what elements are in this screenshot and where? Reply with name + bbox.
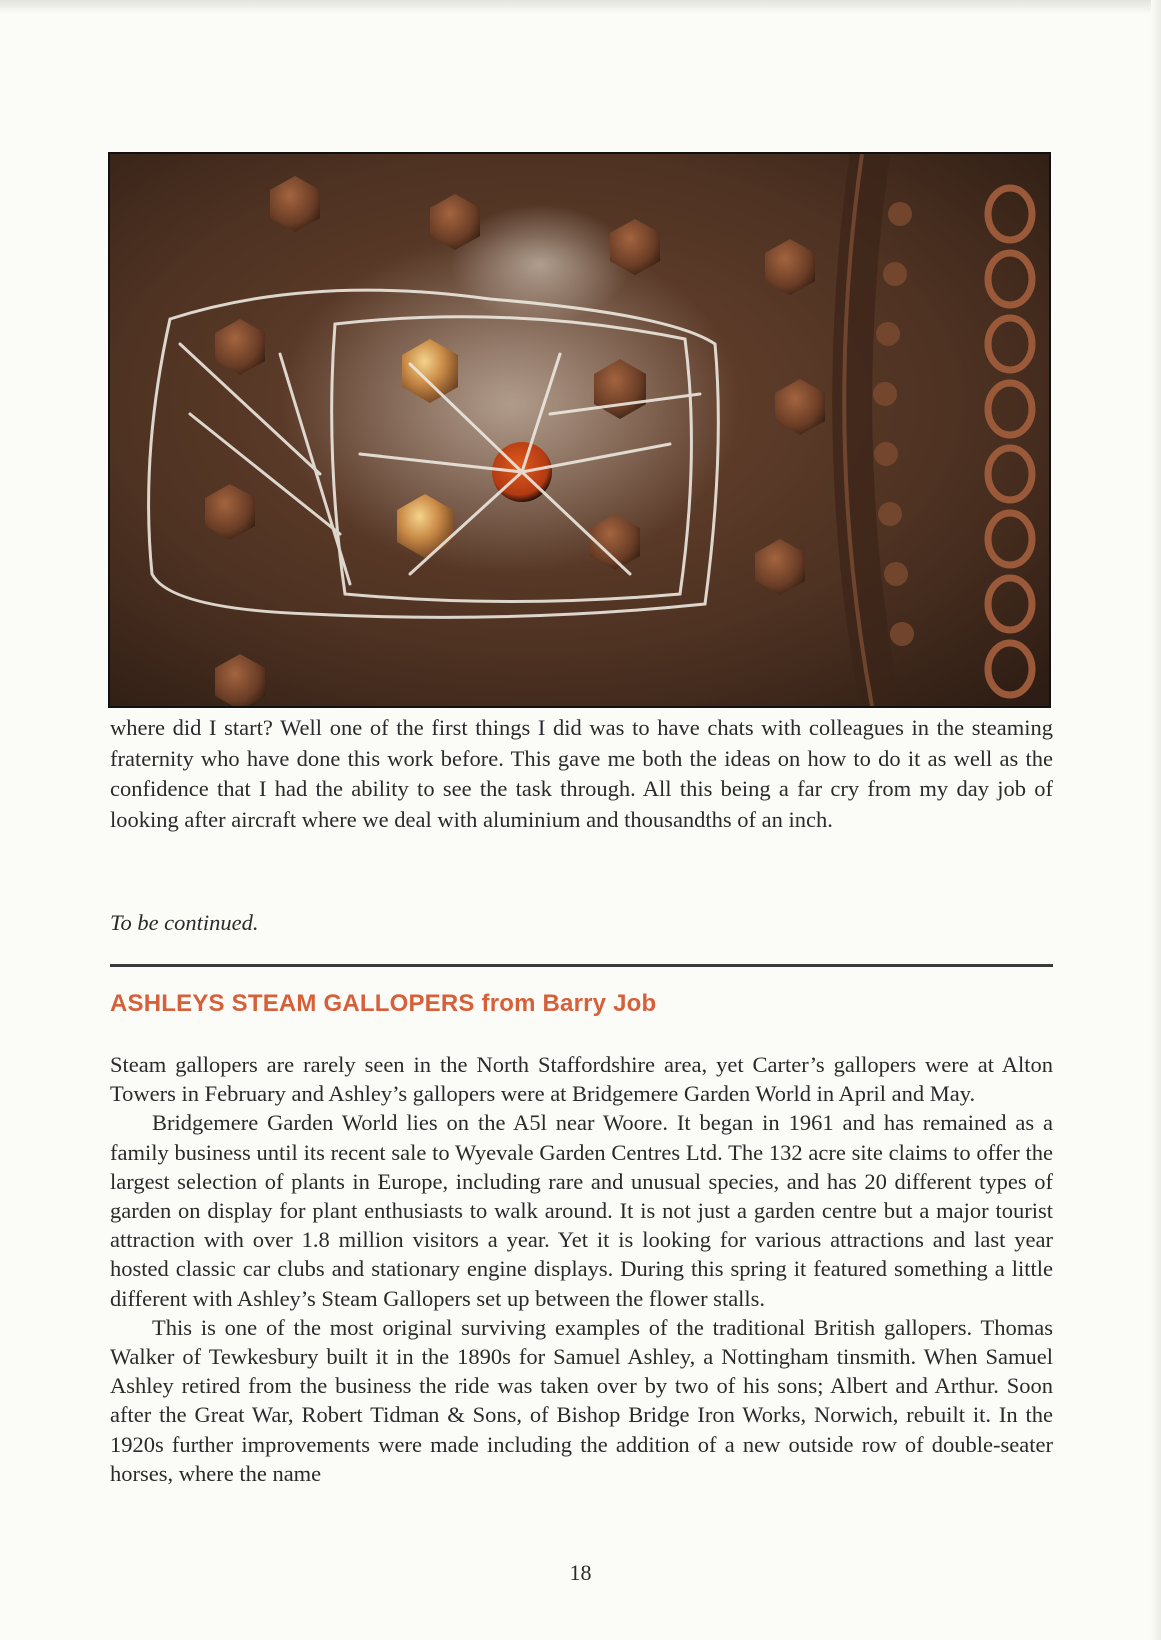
- article-paragraph-2: Bridgemere Garden World lies on the A5l near Woore. It began in 1961 and has remained as a family business until its recent sale to Wyevale Garden Centres Ltd. The 132 acre site claims to offer the largest selection of plants in Europe, including rare and unusual species, and has 20 different types of garden on display for plant enthusiasts to walk around. It is not just a garden centre but a major tourist attraction with over 1.8 million visitors a year. Yet it is looking for various attractions and last year hosted classic car clubs and stationary engine displays. During this spring it featured something a little different with Ashley’s Steam Gallopers set up between the flower stalls.: [110, 1110, 1053, 1311]
- to-be-continued-note: To be continued.: [110, 910, 259, 935]
- page-top-edge: [0, 0, 1161, 14]
- continuation-paragraph: where did I start? Well one of the first things I did was to have chats with colleagues in the steaming fraternity who have done this work before. This gave me both the ideas on how to do it as well as the confidence that I had the ability to see the task through. All this being a far cry from my day job of looking after aircraft where we deal with aluminium and thousandths of an inch.: [110, 715, 1053, 832]
- article-paragraph-1: Steam gallopers are rarely seen in the North Staffordshire area, yet Carter’s gallopers were at Alton Towers in February and Ashley’s gallopers were at Bridgemere Garden World in April and May.: [110, 1052, 1053, 1107]
- article-body: [110, 1050, 1053, 1488]
- boiler-rivets-photo: [108, 152, 1051, 708]
- rusted-boiler-plate-image: [110, 154, 1049, 706]
- page-number: 18: [569, 1560, 592, 1585]
- section-divider: [110, 964, 1053, 967]
- article-paragraph-3: This is one of the most original surviving examples of the traditional British gallopers. Thomas Walker of Tewkesbury built it in the 1890s for Samuel Ashley, a Nottingham tinsmith. When Samuel Ashley retired from the business the ride was taken over by two of his sons; Albert and Arthur. Soon after the Great War, Robert Tidman & Sons, of Bishop Bridge Iron Works, Norwich, rebuilt it. In the 1920s further improvements were made including the addition of a new outside row of double-seater horses, where the name: [110, 1314, 1053, 1486]
- article-heading: ASHLEYS STEAM GALLOPERS from Barry Job: [110, 990, 657, 1017]
- page-right-edge: [1151, 0, 1161, 1640]
